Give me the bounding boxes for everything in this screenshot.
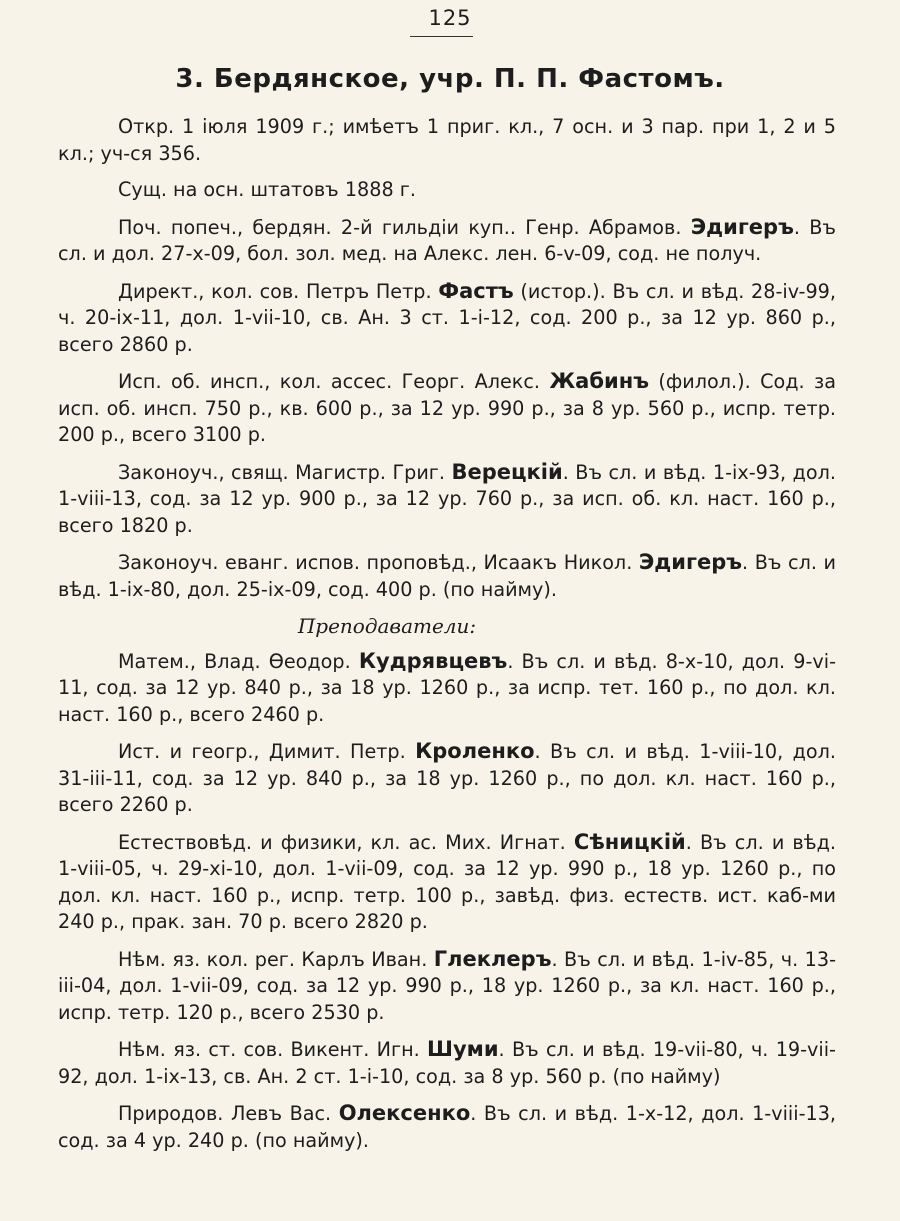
person-surname: Фастъ: [438, 278, 514, 303]
teacher-entry: [58, 1100, 836, 1154]
director-entry: [58, 278, 836, 359]
entry-text: . Въ сл. и вѣд. 8-х-10, дол. 9-vi-11, сод. за 12 ур. 840 р., за 18 ур. 1260 р., за испр. тет. 160 р., по дол. кл. наст. 160 р., всего 2460 р.: [58, 649, 836, 726]
entry-text: . Въ сл. и дол. 27-х-09, бол. зол. мед. на Алекс. лен. 6-v-09, сод. не получ.: [58, 215, 836, 265]
entry-text: . Въ сл. и вѣд. 1-ix-80, дол. 25-ix-09, сод. 400 р. (по найму).: [58, 551, 836, 601]
entry-text: Законоуч. еванг. испов. проповѣд., Исаакъ Никол.: [118, 551, 639, 574]
teacher-entry: [58, 829, 836, 936]
teacher-entry: [58, 738, 836, 819]
teacher-entry: [58, 1036, 836, 1090]
page-number-rule: [410, 36, 473, 37]
person-surname: Жабинъ: [549, 369, 649, 393]
entry-text: Нѣм. яз. кол. рег. Карлъ Иван.: [118, 947, 434, 971]
person-surname: Кудрявцевъ: [358, 648, 508, 673]
entry-text: Ист. и геогр., Димит. Петр.: [118, 740, 416, 763]
entry-text: Поч. попеч., бердян. 2-й гильдіи куп.. Генр. Абрамов.: [118, 215, 691, 239]
teacher-entry: [58, 946, 836, 1027]
person-surname: Верецкій: [451, 459, 563, 484]
inspector-entry: [58, 368, 836, 449]
entry-text: . Въ сл. и вѣд. 1-ix-93, дол. 1-viii-13, сод. за 12 ур. 900 р., за 12 ур. 760 р., за исп. об. кл. наст. 160 р., всего 1820 р.: [58, 460, 836, 537]
trustee-entry: [58, 214, 836, 268]
entry-text: . Въ сл. и вѣд. 1-viii-05, ч. 29-xi-10, дол. 1-vii-09, сод. за 12 ур. 990 р., 18 ур. 1260 р., по дол. кл. наст. 160 р., испр. тетр. 100 р., завѣд. физ. естеств. ист. каб-ми 240 р., прак. зан. 70 р. всего 2820 р.: [58, 830, 837, 933]
entry-text: Природов. Левъ Вас.: [118, 1102, 339, 1125]
section-heading: 3. Бердянское, учр. П. П. Фастомъ.: [175, 64, 725, 94]
paragraph-text: Сущ. на осн. штатовъ 1888 г.: [118, 178, 416, 201]
page-number: 125: [428, 6, 472, 30]
teacher-entry: [58, 648, 836, 729]
entry-text: (истор.). Въ сл. и вѣд. 28-iv-99, ч. 20-ix-11, дол. 1-vii-10, св. Ан. 3 ст. 1-i-12, сод. 200 р., за 12 ур. 860 р., всего 2860 р.: [58, 279, 836, 356]
person-surname: Эдигеръ: [690, 214, 794, 239]
entry-text: Естествовѣд. и физики, кл. ас. Мих. Игнат.: [118, 830, 574, 854]
staff-basis-paragraph: [58, 177, 836, 204]
entry-text: . Въ сл. и вѣд. 1-iv-85, ч. 13-iii-04, дол. 1-vii-09, сод. за 12 ур. 990 р., 18 ур. 1260 р., за кл. наст. 160 р., испр. тетр. 120 р., всего 2530 р.: [58, 947, 836, 1024]
entry-text: Законоуч., свящ. Магистр. Григ.: [118, 460, 452, 484]
entry-text: . Въ сл. и вѣд. 19-vii-80, ч. 19-vii-92, дол. 1-ix-13, св. Ан. 2 ст. 1-i-10, сод. за 8 ур. 560 р. (по найму): [58, 1038, 836, 1088]
person-surname: Шуми: [427, 1037, 499, 1061]
person-surname: Кроленко: [415, 739, 535, 763]
entry-text: (филол.). Сод. за исп. об. инсп. 750 р., кв. 600 р., за 12 ур. 990 р., за 8 ур. 560 р., испр. тетр. 200 р., всего 3100 р.: [58, 370, 836, 446]
entry-text: Директ., кол. сов. Петръ Петр.: [118, 279, 439, 303]
person-surname: Олексенко: [338, 1101, 471, 1125]
person-surname: Глеклеръ: [433, 946, 552, 971]
entry-text: Исп. об. инсп., кол. ассес. Георг. Алекс.: [118, 370, 550, 393]
document-body: [58, 114, 836, 1164]
entry-text: Нѣм. яз. ст. сов. Викент. Игн.: [118, 1038, 428, 1061]
evangelical-teacher-entry: [58, 549, 836, 603]
person-surname: Сѣницкій: [573, 829, 686, 854]
person-surname: Эдигеръ: [638, 550, 743, 574]
entry-text: . Въ сл. и вѣд. 1-viii-10, дол. 31-iii-11, сод. за 12 ур. 840 р., за 18 ур. 1260 р., по дол. кл. наст. 160 р., всего 2260 р.: [58, 740, 836, 816]
opening-paragraph: [58, 114, 836, 167]
teachers-subheading: Преподаватели:: [297, 614, 477, 638]
paragraph-text: Откр. 1 іюля 1909 г.; имѣетъ 1 приг. кл., 7 осн. и 3 пар. при 1, 2 и 5 кл.; уч-ся 356.: [58, 115, 836, 165]
religion-teacher-entry: [58, 459, 836, 540]
entry-text: Матем., Влад. Өеодор.: [118, 649, 359, 673]
entry-text: . Въ сл. и вѣд. 1-х-12, дол. 1-viii-13, сод. за 4 ур. 240 р. (по найму).: [58, 1102, 837, 1152]
